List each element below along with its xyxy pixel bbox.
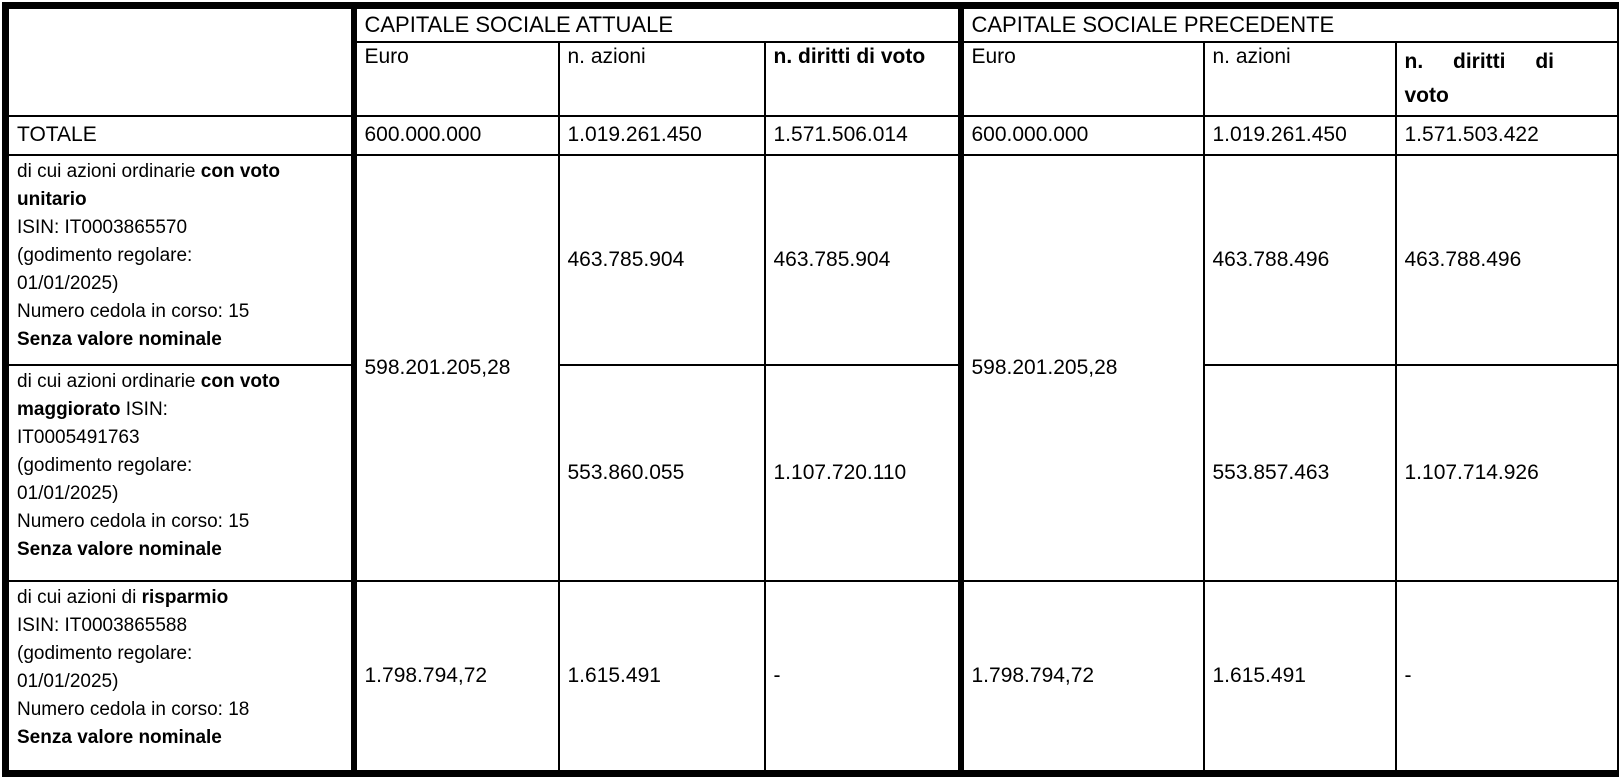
row3-precedente-euro: 1.798.794,72 — [961, 581, 1204, 774]
row2-precedente-azioni: 553.857.463 — [1204, 365, 1396, 581]
label-segment: ISIN: — [120, 398, 168, 420]
totale-precedente-euro: 600.000.000 — [961, 116, 1204, 155]
col-header-precedente-azioni: n. azioni — [1204, 42, 1396, 116]
label-segment: Numero cedola in corso: 15 — [17, 510, 250, 532]
group-header-attuale: CAPITALE SOCIALE ATTUALE — [354, 6, 961, 42]
label-line — [17, 424, 343, 452]
totale-attuale-azioni: 1.019.261.450 — [559, 116, 765, 155]
label-line — [17, 508, 343, 536]
label-segment: Numero cedola in corso: 15 — [17, 300, 250, 322]
row1-attuale-voto: 463.785.904 — [765, 155, 961, 365]
label-segment-bold: Senza valore nominale — [17, 726, 222, 748]
label-line — [17, 668, 343, 696]
label-segment-bold: risparmio — [141, 586, 229, 608]
row-label-risparmio — [6, 581, 354, 774]
totale-attuale-voto: 1.571.506.014 — [765, 116, 961, 155]
label-segment: 01/01/2025) — [17, 670, 119, 692]
row-ordinarie-voto-maggiorato — [6, 365, 1619, 581]
label-line — [17, 480, 343, 508]
label-line — [17, 298, 343, 326]
row3-attuale-azioni: 1.615.491 — [559, 581, 765, 774]
totale-row — [6, 116, 1619, 155]
label-segment: IT0005491763 — [17, 426, 140, 448]
label-segment: Numero cedola in corso: 18 — [17, 698, 250, 720]
label-line — [17, 270, 343, 298]
label-line — [17, 368, 343, 424]
label-line — [17, 452, 343, 480]
row1-attuale-azioni: 463.785.904 — [559, 155, 765, 365]
row2-attuale-azioni: 553.860.055 — [559, 365, 765, 581]
totale-label: TOTALE — [6, 116, 354, 155]
group-header-row — [6, 6, 1619, 42]
row1-precedente-voto: 463.788.496 — [1396, 155, 1619, 365]
label-segment: di cui azioni ordinarie — [17, 370, 201, 392]
label-line — [17, 158, 343, 214]
label-line — [17, 584, 343, 612]
row-label-ordinarie-voto-maggiorato — [6, 365, 354, 581]
row1-precedente-azioni: 463.788.496 — [1204, 155, 1396, 365]
row-ordinarie-voto-unitario — [6, 155, 1619, 365]
row3-attuale-euro: 1.798.794,72 — [354, 581, 559, 774]
col-header-attuale-voto: n. diritti di voto — [765, 42, 961, 116]
label-line — [17, 640, 343, 668]
label-segment: 01/01/2025) — [17, 272, 119, 294]
label-segment: ISIN: IT0003865588 — [17, 614, 188, 636]
row-label-ordinarie-voto-unitario — [6, 155, 354, 365]
row2-precedente-voto: 1.107.714.926 — [1396, 365, 1619, 581]
label-segment: di cui azioni ordinarie — [17, 160, 201, 182]
col-header-attuale-azioni: n. azioni — [559, 42, 765, 116]
label-segment: di cui azioni di — [17, 586, 142, 608]
row3-attuale-voto: - — [765, 581, 961, 774]
label-line — [17, 696, 343, 724]
col-header-precedente-euro: Euro — [961, 42, 1204, 116]
row-risparmio — [6, 581, 1619, 774]
label-segment: 01/01/2025) — [17, 482, 119, 504]
label-segment-bold: con voto maggiorato — [17, 370, 280, 420]
label-segment-bold: con voto unitario — [17, 160, 280, 210]
label-line — [17, 326, 343, 354]
label-line — [17, 536, 343, 564]
label-line — [17, 214, 343, 242]
label-line — [17, 612, 343, 640]
label-segment-bold: Senza valore nominale — [17, 328, 222, 350]
label-line — [17, 242, 343, 270]
label-segment: (godimento regolare: — [17, 244, 193, 266]
row2-attuale-voto: 1.107.720.110 — [765, 365, 961, 581]
share-capital-table — [2, 2, 1619, 777]
label-segment: (godimento regolare: — [17, 454, 193, 476]
col-header-precedente-voto: n. diritti di voto — [1396, 42, 1619, 116]
label-segment: ISIN: IT0003865570 — [17, 216, 188, 238]
merged-euro-precedente: 598.201.205,28 — [961, 155, 1204, 581]
label-line — [17, 724, 343, 752]
group-header-precedente: CAPITALE SOCIALE PRECEDENTE — [961, 6, 1619, 42]
label-segment-bold: Senza valore nominale — [17, 538, 222, 560]
totale-attuale-euro: 600.000.000 — [354, 116, 559, 155]
row3-precedente-azioni: 1.615.491 — [1204, 581, 1396, 774]
col-header-attuale-euro: Euro — [354, 42, 559, 116]
totale-precedente-voto: 1.571.503.422 — [1396, 116, 1619, 155]
corner-cell-empty — [6, 6, 354, 116]
merged-euro-attuale: 598.201.205,28 — [354, 155, 559, 581]
totale-precedente-azioni: 1.019.261.450 — [1204, 116, 1396, 155]
row3-precedente-voto: - — [1396, 581, 1619, 774]
label-segment: (godimento regolare: — [17, 642, 193, 664]
